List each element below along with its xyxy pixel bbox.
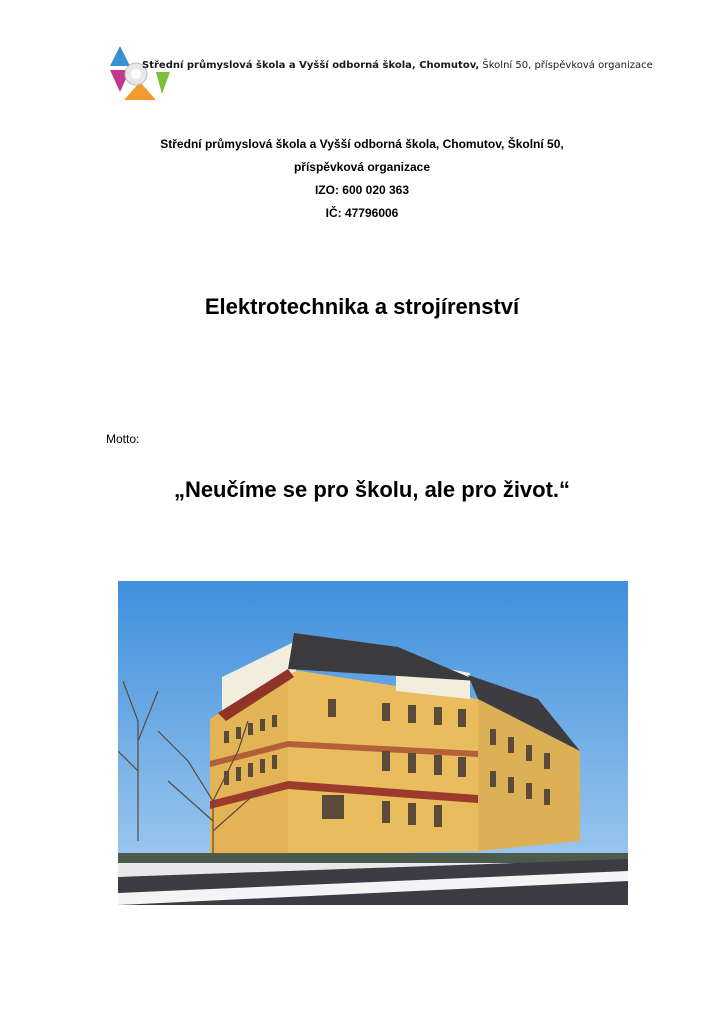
school-logo-icon (106, 44, 172, 104)
school-building-photo (118, 581, 628, 905)
school-izo: IZO: 600 020 363 (314, 183, 410, 197)
school-info-line: Střední průmyslová škola a Vyšší odborná škola, Chomutov, Školní 50, (160, 137, 564, 151)
header-school-name (142, 60, 653, 71)
header-school-rest: Školní 50, příspěvková organizace (479, 60, 653, 71)
school-info-line: příspěvková organizace (293, 160, 431, 174)
page-header (106, 44, 666, 104)
header-school-bold: Střední průmyslová škola a Vyšší odborná škola, Chomutov, (142, 60, 480, 71)
school-ic: IČ: 47796006 (325, 206, 399, 220)
school-info-block (0, 133, 724, 225)
motto-quote: „Neučíme se pro školu, ale pro život.“ (173, 477, 571, 502)
motto-label: Motto: (106, 432, 140, 446)
school-building-illustration (118, 581, 628, 905)
document-title: Elektrotechnika a strojírenství (204, 294, 520, 319)
